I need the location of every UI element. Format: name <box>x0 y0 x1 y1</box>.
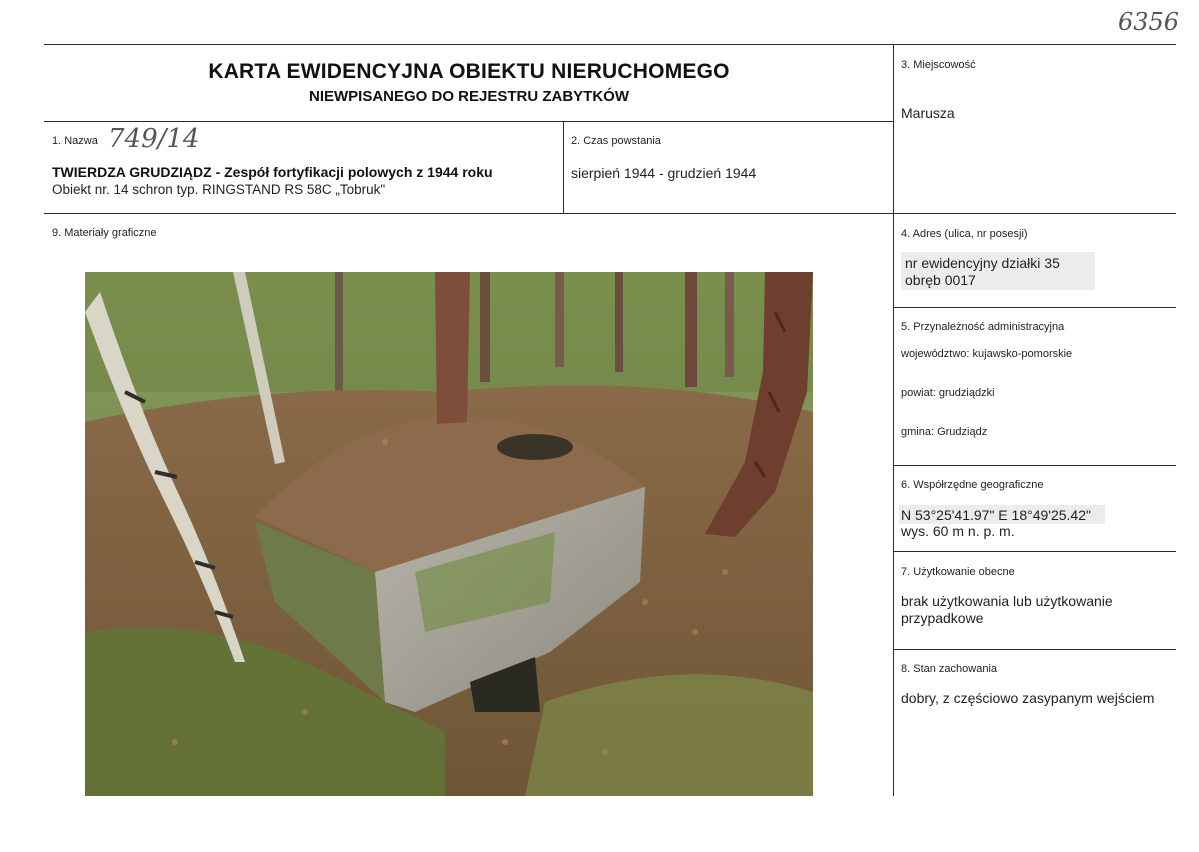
section7-bottom-line <box>893 649 1176 650</box>
object-name: TWIERDZA GRUDZIĄDZ - Zespół fortyfikacji polowych z 1944 roku <box>52 164 493 180</box>
title-bottom-line <box>44 121 894 122</box>
admin-label: 5. Przynależność administracyjna <box>901 321 1065 333</box>
admin-commune: gmina: Grudziądz <box>901 426 988 438</box>
locality-value: Marusza <box>901 105 955 121</box>
section4-bottom-line <box>893 307 1176 308</box>
bunker-photo <box>85 272 813 796</box>
frame-top-line <box>44 44 1176 45</box>
corner-handwritten-number: 6356 <box>1118 8 1180 36</box>
address-line2: obręb 0017 <box>905 272 976 288</box>
right-column-divider <box>893 44 894 796</box>
condition-label: 8. Stan zachowania <box>901 663 998 675</box>
condition-value: dobry, z częściowo zasypanym wejściem <box>901 690 1155 706</box>
admin-county: powiat: grudziądzki <box>901 387 995 399</box>
object-description: Obiekt nr. 14 schron typ. RINGSTAND RS 58C „Tobruk" <box>52 182 386 197</box>
coordinates-label: 6. Współrzędne geograficzne <box>901 479 1044 491</box>
name-date-divider <box>563 121 564 213</box>
section5-bottom-line <box>893 465 1176 466</box>
date-value: sierpień 1944 - grudzień 1944 <box>571 165 757 181</box>
usage-line2: przypadkowe <box>901 610 984 626</box>
card-title: KARTA EWIDENCYJNA OBIEKTU NIERUCHOMEGO <box>208 60 730 83</box>
row-bottom-line <box>44 213 1176 214</box>
name-label: 1. Nazwa <box>52 135 98 147</box>
date-label: 2. Czas powstania <box>571 135 661 147</box>
coordinates-value: N 53°25'41.97" E 18°49'25.42" <box>901 507 1091 523</box>
card-subtitle: NIEWPISANEGO DO REJESTRU ZABYTKÓW <box>308 88 630 105</box>
usage-line1: brak użytkowania lub użytkowanie <box>901 593 1113 609</box>
usage-label: 7. Użytkowanie obecne <box>901 566 1015 578</box>
bunker-photo-illustration <box>85 272 813 796</box>
locality-label: 3. Miejscowość <box>901 59 976 71</box>
address-label: 4. Adres (ulica, nr posesji) <box>901 228 1028 240</box>
section6-bottom-line <box>893 551 1176 552</box>
altitude-value: wys. 60 m n. p. m. <box>901 523 1015 539</box>
admin-voivodeship: województwo: kujawsko-pomorskie <box>901 348 1073 360</box>
address-line1: nr ewidencyjny działki 35 <box>905 255 1060 271</box>
name-handwritten-number: 749/14 <box>108 124 200 154</box>
graphics-label: 9. Materiały graficzne <box>52 227 157 239</box>
